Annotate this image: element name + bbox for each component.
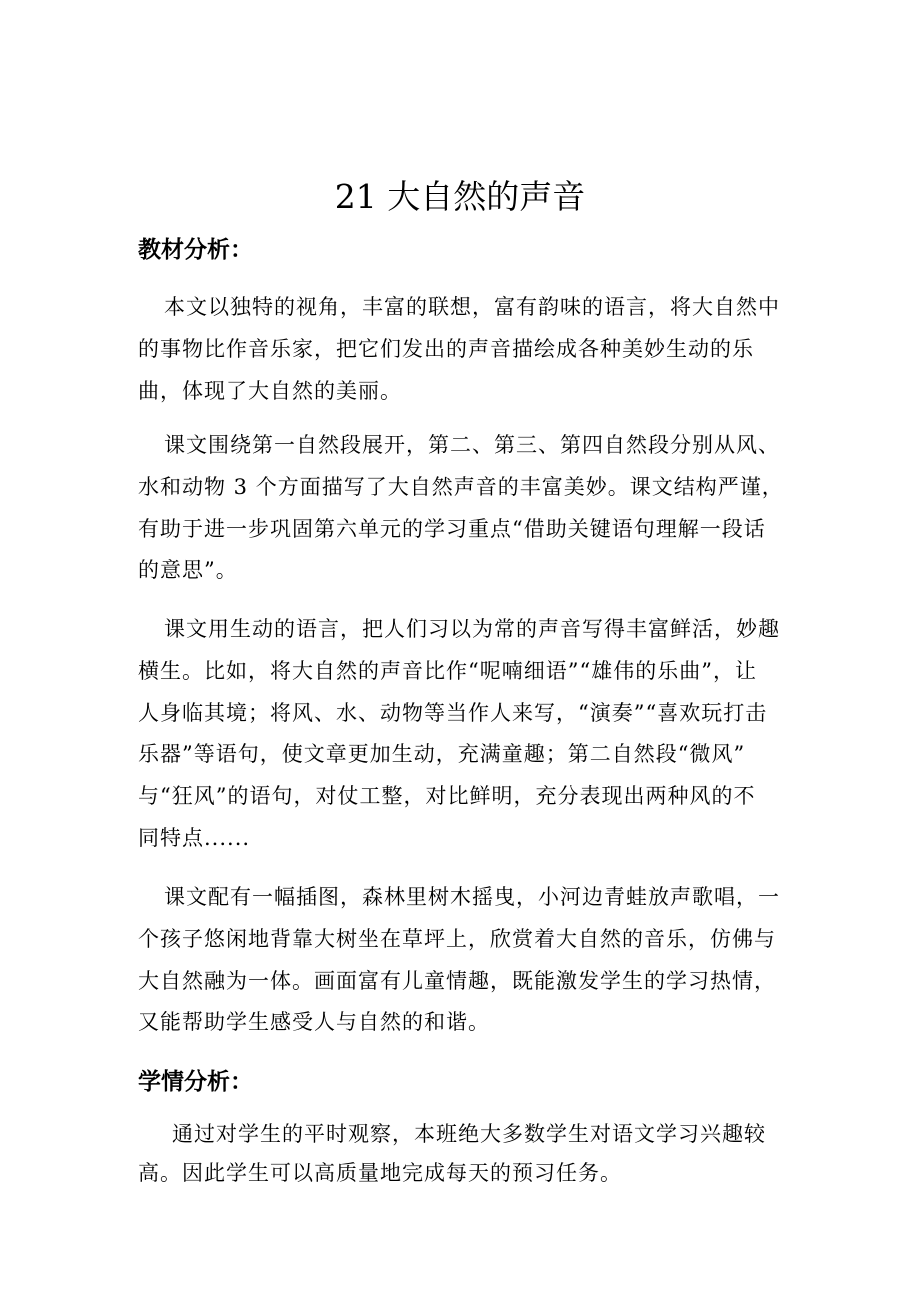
text-line: 本文以独特的视角，丰富的联想，富有韵味的语言，将大自然中 xyxy=(164,295,780,319)
paragraph xyxy=(138,1115,798,1193)
paragraph xyxy=(138,609,798,860)
document-title: 21 大自然的声音 xyxy=(334,177,586,216)
paragraph xyxy=(138,877,798,1044)
text-line: 人身临其境；将风、水、动物等当作人来写，“演奏”“喜欢玩打击 xyxy=(138,700,768,725)
section-heading-student-analysis: 学情分析： xyxy=(138,1069,253,1095)
paragraph xyxy=(138,425,798,592)
paragraph xyxy=(138,287,798,412)
text-line: 有助于进一步巩固第六单元的学习重点“借助关键语句理解一段话 xyxy=(138,516,766,541)
text-line: 大自然融为一体。画面富有儿童情趣，既能激发学生的学习热情， xyxy=(138,968,776,993)
text-line: 个孩子悠闲地背靠大树坐在草坪上，欣赏着大自然的音乐，仿佛与 xyxy=(138,926,776,951)
text-line: 横生。比如，将大自然的声音比作“呢喃细语”“雄伟的乐曲”，让 xyxy=(138,658,757,683)
text-line: 课文用生动的语言，把人们习以为常的声音写得丰富鲜活，妙趣 xyxy=(164,617,780,641)
text-line: 课文配有一幅插图，森林里树木摇曳，小河边青蛙放声歌唱，一 xyxy=(164,885,780,909)
text-line: 的意思”。 xyxy=(138,558,238,583)
text-line: 高。因此学生可以高质量地完成每天的预习任务。 xyxy=(138,1161,622,1185)
text-line: 曲，体现了大自然的美丽。 xyxy=(138,378,402,403)
text-line: 通过对学生的平时观察，本班绝大多数学生对语文学习兴趣较 xyxy=(172,1122,766,1146)
text-line: 的事物比作音乐家，把它们发出的声音描绘成各种美妙生动的乐 xyxy=(138,336,754,361)
text-line: 又能帮助学生感受人与自然的和谐。 xyxy=(138,1010,490,1035)
text-line: 乐器”等语句，使文章更加生动，充满童趣；第二自然段“微风” xyxy=(138,742,746,767)
text-line: 与“狂风”的语句，对仗工整，对比鲜明，充分表现出两种风的不 xyxy=(138,784,756,809)
text-line: 课文围绕第一自然段展开，第二、第三、第四自然段分别从风、 xyxy=(164,433,780,457)
section-heading-textbook-analysis: 教材分析： xyxy=(138,237,253,263)
text-line: 水和动物 3 个方面描写了大自然声音的丰富美妙。课文结构严谨， xyxy=(138,474,784,499)
text-line: 同特点...... xyxy=(138,825,251,850)
